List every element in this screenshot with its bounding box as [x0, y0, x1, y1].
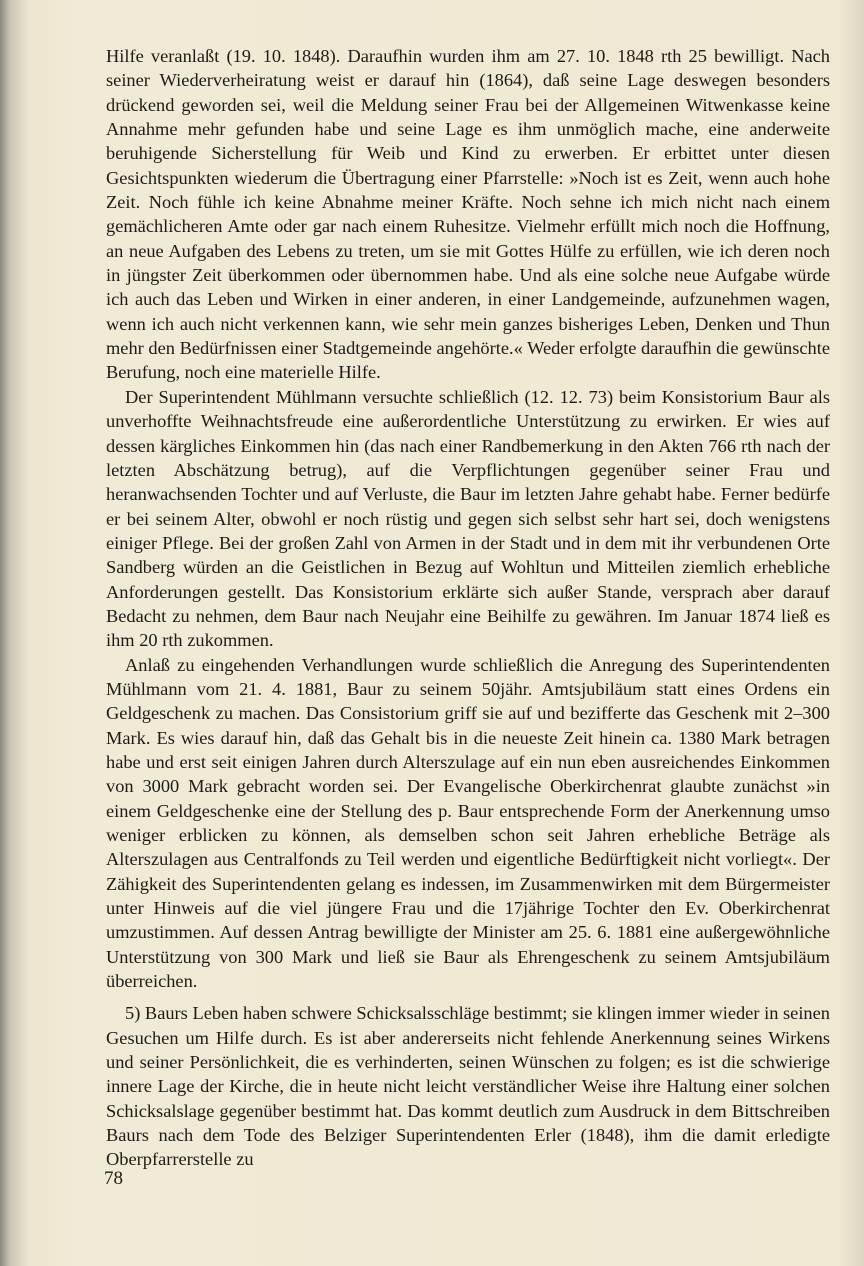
paragraph-4: 5) Baurs Leben haben schwere Schicksalsschläge bestimmt; sie klingen immer wieder in seinen Gesuchen um Hilfe durch. Es ist aber andererseits nicht fehlende Anerkennung seines Wirkens und seiner Persönlichkeit, die es verhinderten, seinen Wünschen zu folgen; es ist die schwierige innere Lage der Kirche, die in heute nicht leicht verständlicher Weise ihre Haltung einer solchen Schicksalslage gegenüber bestimmt hat. Das kommt deutlich zum Ausdruck in dem Bittschreiben Baurs nach dem Tode des Belziger Superintendenten Erler (1848), ihm die damit erledigte Oberpfarrerstelle zu — [106, 1003, 830, 1170]
paragraph-1: Hilfe veranlaßt (19. 10. 1848). Daraufhin wurden ihm am 27. 10. 1848 rth 25 bewilligt. Nach seiner Wiederverheiratung weist er darauf hin (1864), daß seine Lage deswegen besonders drückend geworden sei, weil die Meldung seiner Frau bei der Allgemeinen Witwenkasse keine Annahme mehr gefunden habe und seine Lage es ihm unmöglich mache, eine anderweite beruhigende Sicherstellung für Weib und Kind zu erwerben. Er erbittet unter diesen Gesichtspunkten wiederum die Übertragung einer Pfarrstelle: »Noch ist es Zeit, wenn auch hohe Zeit. Noch fühle ich keine Abnahme meiner Kräfte. Noch sehne ich mich nicht nach einem gemächlicheren Amte oder gar nach einem Ruhesitze. Vielmehr erfüllt mich noch die Hoffnung, an neue Aufgaben des Lebens zu treten, um sie mit Gottes Hülfe zu erfüllen, wie ich deren noch in jüngster Zeit überkommen oder übernommen habe. Und als eine solche neue Aufgabe würde ich auch das Leben und Wirken in einer anderen, in einer Landgemeinde, aufzunehmen wagen, wenn ich auch nicht verkennen kann, wie sehr mein ganzes bisheriges Leben, Denken und Thun mehr den Bedürfnissen einer Stadtgemeinde angehörte.« Weder erfolgte daraufhin die gewünschte Berufung, noch eine materielle Hilfe. — [106, 46, 830, 383]
page-number: 78 — [104, 1168, 123, 1189]
paragraph-2: Der Superintendent Mühlmann versuchte schließlich (12. 12. 73) beim Konsistorium Baur als unverhoffte Weihnachtsfreude eine außerordentliche Unterstützung zu erwirken. Er wies auf dessen kärgliches Einkommen hin (das nach einer Randbemerkung in den Akten 766 rth nach der letzten Abschätzung betrug), auf die Verpflichtungen gegenüber seiner Frau und heranwachsenden Tochter und auf Verluste, die Baur im letzten Jahre gehabt habe. Ferner bedürfe er bei seinem Alter, obwohl er noch rüstig und gegen sich selbst sehr hart sei, doch wenigstens einiger Pflege. Bei der großen Zahl von Armen in der Stadt und in dem mit ihr verbundenen Orte Sandberg würden an die Geistlichen in Bezug auf Wohltun und Mitteilen ziemlich erhebliche Anforderungen gestellt. Das Konsistorium erklärte sich außer Stande, versprach aber darauf Bedacht zu nehmen, dem Baur nach Neujahr eine Beihilfe zu gewähren. Im Januar 1874 ließ es ihm 20 rth zukommen. — [106, 386, 830, 651]
paragraph-3: Anlaß zu eingehenden Verhandlungen wurde schließlich die Anregung des Superintendenten Mühlmann vom 21. 4. 1881, Baur zu seinem 50jähr. Amtsjubiläum statt eines Ordens ein Geldgeschenk zu machen. Das Consistorium griff sie auf und bezifferte das Geschenk mit 2–300 Mark. Es wies darauf hin, daß das Gehalt bis in die neueste Zeit hinein ca. 1380 Mark betragen habe und erst seit einigen Jahren durch Alterszulage auf ein nun eben ausreichendes Einkommen von 3000 Mark gebracht worden sei. Der Evangelische Oberkirchenrat glaubte zunächst »in einem Geldgeschenke eine der Stellung des p. Baur entsprechende Form der Anerkennung umso weniger erblicken zu können, als demselben schon seit Jahren erhebliche Beträge als Alterszulagen aus Centralfonds zu Teil werden und eigentliche Bedürftigkeit nicht vorliegt«. Der Zähigkeit des Superintendenten gelang es indessen, im Zusammenwirken mit dem Bürgermeister unter Hinweis auf die viel jüngere Frau und die 17jährige Tochter den Ev. Oberkirchenrat umzustimmen. Auf dessen Antrag bewilligte der Minister am 25. 6. 1881 eine außergewöhnliche Unterstützung von 300 Mark und ließ sie Baur als Ehrengeschenk zu seinem Amtsjubiläum überreichen. — [106, 654, 830, 992]
body-text — [106, 44, 830, 1172]
